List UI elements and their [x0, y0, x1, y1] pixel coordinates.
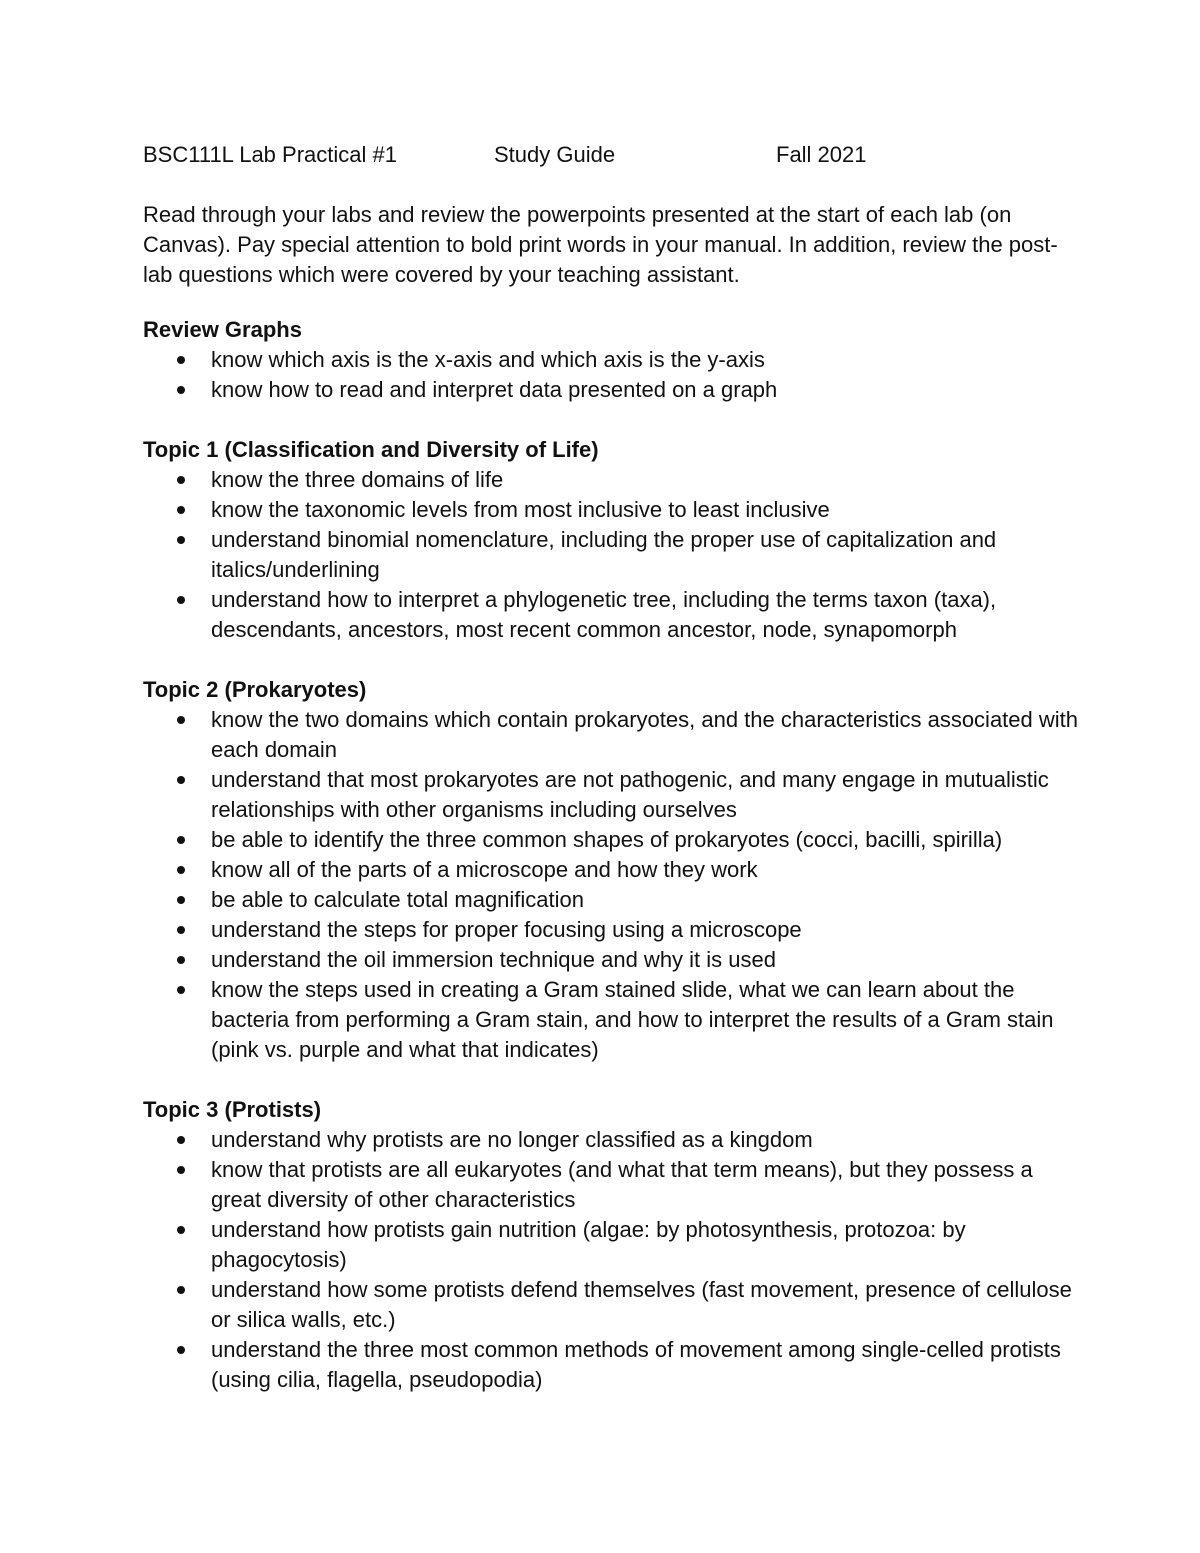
list-item — [143, 1155, 1083, 1215]
list-item-text: understand how to interpret a phylogenetic tree, including the terms taxon (taxa), descendants, ancestors, most recent common ancestor, node, synapomorph — [211, 587, 997, 642]
list-item-text: know the two domains which contain prokaryotes, and the characteristics associated with each domain — [211, 707, 1078, 762]
list-item — [143, 1275, 1083, 1335]
list-item — [143, 975, 1083, 1065]
section-heading: Topic 3 (Protists) — [143, 1097, 322, 1122]
bullet-icon — [177, 716, 185, 724]
list-item-text: know the taxonomic levels from most inclusive to least inclusive — [211, 497, 830, 522]
bullet-icon — [177, 956, 185, 964]
list-item-text: know all of the parts of a microscope and how they work — [211, 857, 758, 882]
list-item — [143, 525, 1083, 585]
list-item-text: understand how protists gain nutrition (algae: by photosynthesis, protozoa: by phagocytosis) — [211, 1217, 966, 1272]
list-item — [143, 915, 1083, 945]
bullet-list — [143, 1125, 1083, 1395]
list-item — [143, 825, 1083, 855]
list-item-text: understand the oil immersion technique and why it is used — [211, 947, 776, 972]
list-item — [143, 705, 1083, 765]
document-page — [143, 140, 1083, 1425]
list-item-text: understand binomial nomenclature, including the proper use of capitalization and italics/underlining — [211, 527, 997, 582]
bullet-icon — [177, 1226, 185, 1234]
list-item — [143, 885, 1083, 915]
list-item-text: be able to calculate total magnification — [211, 887, 585, 912]
bullet-icon — [177, 1346, 185, 1354]
list-item-text: be able to identify the three common shapes of prokaryotes (cocci, bacilli, spirilla) — [211, 827, 1003, 852]
bullet-icon — [177, 596, 185, 604]
bullet-icon — [177, 536, 185, 544]
bullet-icon — [177, 896, 185, 904]
bullet-list — [143, 705, 1083, 1065]
section-heading: Topic 1 (Classification and Diversity of Life) — [143, 437, 599, 462]
list-item-text: understand that most prokaryotes are not pathogenic, and many engage in mutualistic relationships with other organisms including ourselves — [211, 767, 1049, 822]
list-item-text: know which axis is the x-axis and which axis is the y-axis — [211, 347, 765, 372]
list-item — [143, 1335, 1083, 1395]
bullet-icon — [177, 1166, 185, 1174]
section-3 — [143, 1095, 1083, 1395]
list-item — [143, 495, 1083, 525]
bullet-icon — [177, 776, 185, 784]
term-label: Fall 2021 — [776, 142, 867, 167]
list-item-text: understand why protists are no longer classified as a kingdom — [211, 1127, 813, 1152]
bullet-list — [143, 465, 1083, 645]
section-heading: Topic 2 (Prokaryotes) — [143, 677, 367, 702]
list-item — [143, 945, 1083, 975]
bullet-icon — [177, 506, 185, 514]
guide-title: Study Guide — [494, 142, 616, 167]
bullet-icon — [177, 476, 185, 484]
list-item — [143, 765, 1083, 825]
list-item-text: understand the three most common methods of movement among single-celled protists (using cilia, flagella, pseudopodia) — [211, 1337, 1061, 1392]
bullet-icon — [177, 386, 185, 394]
section-heading: Review Graphs — [143, 317, 302, 342]
list-item — [143, 345, 1083, 375]
bullet-icon — [177, 1286, 185, 1294]
list-item-text: understand how some protists defend themselves (fast movement, presence of cellulose or silica walls, etc.) — [211, 1277, 1072, 1332]
list-item-text: understand the steps for proper focusing using a microscope — [211, 917, 802, 942]
section-0 — [143, 315, 1083, 405]
list-item — [143, 855, 1083, 885]
list-item — [143, 1125, 1083, 1155]
list-item-text: know the steps used in creating a Gram stained slide, what we can learn about the bacteria from performing a Gram stain, and how to interpret the results of a Gram stain (pink vs. purple and what that indicates) — [211, 977, 1054, 1062]
bullet-icon — [177, 1136, 185, 1144]
list-item — [143, 375, 1083, 405]
intro-paragraph: Read through your labs and review the powerpoints presented at the start of each lab (on Canvas). Pay special attention to bold print words in your manual. In addition, review the post-lab questions which were covered by your teaching assistant. — [143, 202, 1058, 287]
bullet-list — [143, 345, 1083, 405]
bullet-icon — [177, 356, 185, 364]
section-1 — [143, 435, 1083, 645]
list-item-text: know the three domains of life — [211, 467, 504, 492]
course-title: BSC111L Lab Practical #1 — [143, 142, 397, 167]
sections-container — [143, 315, 1083, 1395]
bullet-icon — [177, 866, 185, 874]
bullet-icon — [177, 836, 185, 844]
list-item — [143, 465, 1083, 495]
section-2 — [143, 675, 1083, 1065]
bullet-icon — [177, 986, 185, 994]
list-item-text: know how to read and interpret data presented on a graph — [211, 377, 778, 402]
list-item — [143, 1215, 1083, 1275]
list-item — [143, 585, 1083, 645]
bullet-icon — [177, 926, 185, 934]
list-item-text: know that protists are all eukaryotes (and what that term means), but they possess a great diversity of other characteristics — [211, 1157, 1033, 1212]
document-header — [143, 140, 1083, 170]
